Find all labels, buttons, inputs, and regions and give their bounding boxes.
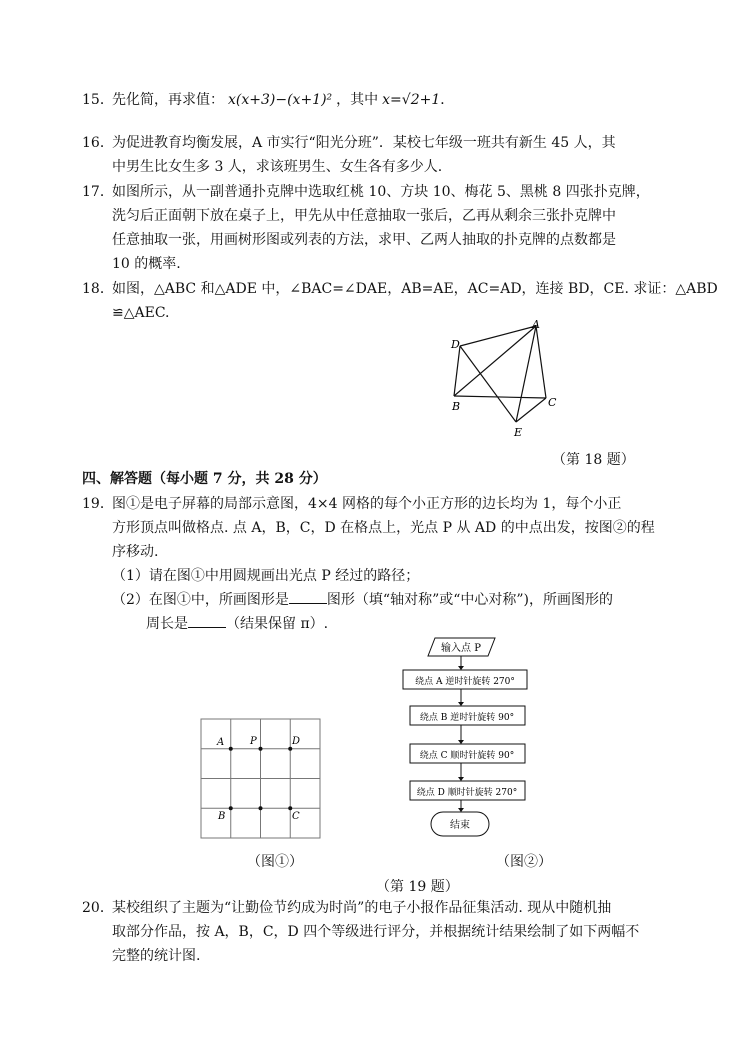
label-a: A	[532, 318, 540, 331]
question-text: 图①是电子屏幕的局部示意图，4×4 网格的每个小正方形的边长均为 1，每个小正	[112, 496, 622, 512]
question-18-line2: ≌△AEC.	[112, 305, 170, 321]
question-number: 18．	[82, 281, 114, 297]
flow-step-end: 结束	[450, 820, 470, 831]
question-number: 16．	[82, 135, 114, 151]
grid-label-d: D	[292, 736, 301, 747]
question-16-line2: 中男生比女生多 3 人，求该班男生、女生各有多少人.	[112, 159, 443, 175]
condition: x=√2+1	[382, 92, 441, 108]
grid-label-c: C	[292, 811, 300, 822]
question-text: （结果保留 π）.	[226, 616, 329, 632]
label-d: D	[451, 338, 460, 351]
grid-figure	[200, 718, 322, 840]
question-text: 如图所示，从一副普通扑克牌中选取红桃 10、方块 10、梅花 5、黑桃 8 四张扑克牌，	[112, 184, 650, 200]
figure-18	[440, 318, 580, 443]
flow-step-c: 绕点 C 顺时针旋转 90°	[419, 751, 515, 761]
question-17-line1	[82, 182, 650, 202]
question-number: 15．	[82, 92, 114, 108]
question-17-line2: 洗匀后正面朝下放在桌子上，甲先从中任意抽取一张后，乙再从剩余三张扑克牌中	[112, 208, 616, 224]
figure-1-caption: （图①）	[247, 854, 303, 870]
grid-label-a: A	[217, 737, 225, 748]
question-19-line2: 方形顶点叫做格点. 点 A，B，C，D 在格点上，光点 P 从 AD 的中点出发，按图②的程	[112, 520, 655, 536]
question-19-line3: 序移动.	[112, 544, 159, 560]
question-20-line1	[82, 898, 611, 918]
question-text: （2）在图①中，所画图形是	[112, 592, 289, 608]
question-20-line2: 取部分作品，按 A，B，C，D 四个等级进行评分，并根据统计结果绘制了如下两幅不	[112, 924, 640, 940]
question-number: 19．	[82, 496, 114, 512]
question-text: 为促进教育均衡发展，A 市实行“阳光分班”．某校七年级一班共有新生 45 人，其	[112, 135, 616, 151]
section-title: 四、解答题（每小题 7 分，共 28 分）	[82, 471, 327, 487]
figure-19-caption: （第 19 题）	[376, 879, 459, 895]
flow-step-input: 输入点 P	[441, 643, 481, 654]
label-e: E	[514, 426, 523, 439]
question-19-sub3	[146, 614, 328, 634]
question-text: ，其中	[336, 92, 379, 108]
question-19-sub1: （1）请在图①中用圆规画出光点 P 经过的路径；	[112, 568, 420, 584]
question-text: 先化简，再求值：	[112, 92, 224, 108]
question-text: 如图，△ABC 和△ADE 中，∠BAC=∠DAE，AB=AE，AC=AD，连接 BD，CE. 求证：△ABD	[112, 281, 718, 297]
question-text: 周长是	[146, 616, 188, 632]
question-19-sub2	[112, 590, 613, 610]
flow-step-b: 绕点 B 逆时针旋转 90°	[419, 713, 515, 723]
grid-label-p: P	[250, 736, 257, 747]
question-18-line1	[82, 279, 718, 299]
label-c: C	[548, 396, 557, 409]
figure-18-caption: （第 18 题）	[552, 452, 635, 468]
question-text: 图形（填“轴对称”或“中心对称”)，所画图形的	[326, 592, 614, 608]
flow-step-d: 绕点 D 顺时针旋转 270°	[416, 788, 518, 798]
flowchart-figure	[395, 632, 540, 842]
question-number: 20．	[82, 900, 114, 916]
period: ．	[440, 92, 455, 108]
figure-2-caption: （图②）	[496, 854, 552, 870]
question-text: 某校组织了主题为“让勤俭节约成为时尚”的电子小报作品征集活动. 现从中随机抽	[112, 900, 612, 916]
grid-label-b: B	[218, 811, 226, 822]
question-17-line4: 10 的概率.	[112, 256, 181, 272]
question-15	[82, 90, 454, 110]
flow-step-a: 绕点 A 逆时针旋转 270°	[415, 677, 515, 687]
question-20-line3: 完整的统计图.	[112, 948, 201, 964]
label-b: B	[452, 400, 461, 413]
answer-blank	[289, 590, 327, 604]
answer-blank	[188, 614, 226, 628]
question-16-line1	[82, 133, 616, 153]
question-number: 17．	[82, 184, 114, 200]
question-17-line3: 任意抽取一张，用画树形图或列表的方法，求甲、乙两人抽取的扑克牌的点数都是	[112, 232, 616, 248]
expression: x(x+3)−(x+1)²	[228, 92, 333, 108]
question-19-line1	[82, 494, 621, 514]
